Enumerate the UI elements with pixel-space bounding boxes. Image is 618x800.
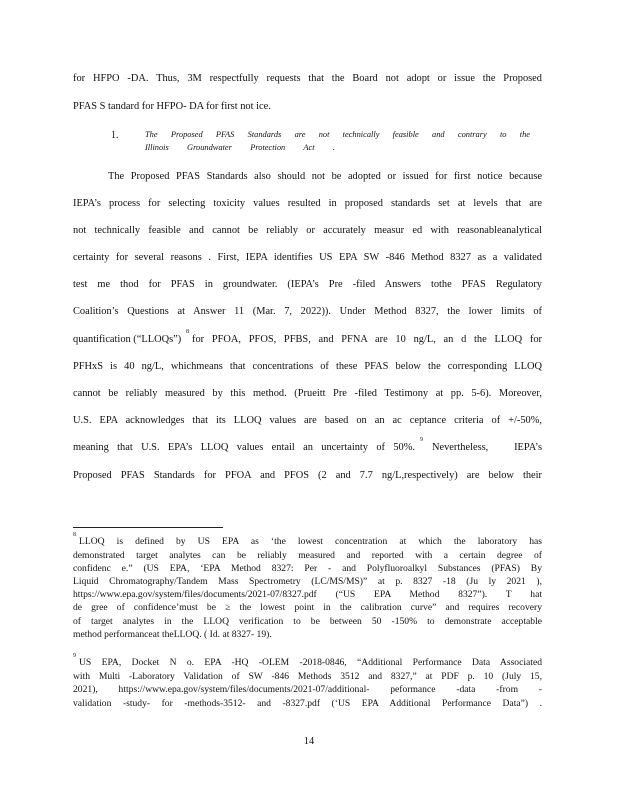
footnote-8-line-3: confidenc e.” (US EPA, ‘EPA Method 8327: Per - and Polyfluoroalkyl Substances (PFAS) By: [73, 563, 542, 574]
paragraph-line-1: The Proposed PFAS Standards also should not be adopted or issued for first notice because: [108, 171, 542, 182]
document-page: for HFPO -DA. Thus, 3M respectfully requests that the Board not adopt or issue the Proposed PFAS S tandard for HFPO- DA for first not ice. 1. The Proposed PFAS Standards are not technically feasible and contrary to the Illinois Groundwater Protection Act . The Proposed PFAS Standards also should not be adopted or issued for first notice because IEPA’s process for selecting toxicity values resulted in proposed standards set at levels that are not technically feasible and cannot be reliably or accurately measur ed with reasonableanalytical certainty for several reasons . First, IEPA identifies US EPA SW -846 Method 8327 as a validated test me thod for PFAS in groundwater. (IEPA’s Pre -filed Answers tothe PFAS Regulatory Coalition’s Questions at Answer 11 (Mar. 7, 2022)). Under Method 8327, the lower limits of quantification (“LLOQs”) 8 for PFOA, PFOS, PFBS, and PFNA are 10 ng/L, an d the LLOQ for PFHxS is 40 ng/L, whichmeans that concentrations of these PFAS below the corresponding LLOQ cannot be reliably measured by this method. (Prueitt Pre -filed Testimony at pp. 5-6). Moreover, U.S. EPA acknowledges that its LLOQ values are based on an ac ceptance criteria of +/-50%, meaning that U.S. EPA’s LLOQ values entail an uncertainty of 50%. 9 Nevertheless, IEPA’s Proposed PFAS Standards for PFOA and PFOS (2 and 7.7 ng/L,respectively) are below their 8 LLOQ is defined by US EPA as ‘the lowest concentration at which the laboratory has demonstrated target analytes can be reliably measured and reported with a certain degree of confidenc e.” (US EPA, ‘EPA Method 8327: Per - and Polyfluoroalkyl Substances (PFAS) By Liquid Chromatography/Tandem Mass Spectrometry (LC/MS/MS)” at p. 8327 -18 (Ju ly 2021 ), https://www.epa.gov/system/files/documents/2021-07/8327.pdf (“US EPA Method 8327”). T hat de gree of confidence’must be ≥ the lowest point in the calibration curve” and requires recovery of target analytes in the LLOQ verification to be between 50 -150% to demonstrate acceptable method performanceat theLLOQ. ( Id. at 8327- 19). 9 US EPA, Docket N o. EPA -HQ -OLEM -2018-0846, “Additional Performance Data Associated with Multi -Laboratory Validation of SW -846 Methods 3512 and 8327,” at PDF p. 10 (July 15, 2021), https://www.epa.gov/system/files/documents/2021-07/additional- peformance -data -from - validation -study- for -methods-3512- and -8327.pdf (‘US EPA Additional Performance Data”) . 14: [0, 0, 618, 800]
footnote-8-line-6: de gree of confidence’must be ≥ the lowest point in the calibration curve” and requires recovery: [73, 602, 542, 613]
footnote-8-line-4: Liquid Chromatography/Tandem Mass Spectrometry (LC/MS/MS)” at p. 8327 -18 (Ju ly 2021 ),: [73, 576, 542, 587]
paragraph-line-9: cannot be reliably measured by this method. (Prueitt Pre -filed Testimony at pp. 5-6). Moreover,: [73, 388, 542, 399]
footnote-9-line-3: 2021), https://www.epa.gov/system/files/documents/2021-07/additional- peformance -data -from -: [73, 684, 542, 695]
footnote-8-line-8: method performanceat theLLOQ. ( Id. at 8327- 19).: [73, 629, 272, 640]
paragraph-line-7-start: quantification (“LLOQs”): [73, 334, 182, 345]
footnote-8-line-5: https://www.epa.gov/system/files/documents/2021-07/8327.pdf (“US EPA Method 8327”). T hat: [73, 589, 542, 600]
paragraph-line-12: Proposed PFAS Standards for PFOA and PFOS (2 and 7.7 ng/L,respectively) are below their: [73, 470, 542, 481]
paragraph-line-3: not technically feasible and cannot be reliably or accurately measur ed with reasonableanalytical: [73, 225, 542, 236]
paragraph-line-5: test me thod for PFAS in groundwater. (IEPA’s Pre -filed Answers tothe PFAS Regulatory: [73, 279, 542, 290]
heading-line-1: The Proposed PFAS Standards are not technically feasible and contrary to the: [145, 130, 530, 139]
paragraph-line-7-end: for PFOA, PFOS, PFBS, and PFNA are 10 ng/L, an d the LLOQ for: [192, 334, 542, 345]
footnote-9-line-4: validation -study- for -methods-3512- and -8327.pdf (‘US EPA Additional Performance Data”) .: [73, 698, 542, 709]
paragraph-line-2: IEPA’s process for selecting toxicity values resulted in proposed standards set at levels that are: [73, 198, 542, 209]
footnote-9-line-1: US EPA, Docket N o. EPA -HQ -OLEM -2018-0846, “Additional Performance Data Associated: [79, 657, 542, 668]
footnote-separator: [73, 527, 223, 528]
footnote-8-line-1: LLOQ is defined by US EPA as ‘the lowest concentration at which the laboratory has: [79, 536, 542, 547]
paragraph-line-11-end: Nevertheless, IEPA’s: [432, 442, 542, 453]
body-line-2: PFAS S tandard for HFPO- DA for first not ice.: [73, 101, 271, 112]
heading-number: 1.: [111, 130, 119, 141]
footnote-8-line-2: demonstrated target analytes can be reliably measured and reported with a certain degree of: [73, 550, 542, 561]
paragraph-line-11-start: meaning that U.S. EPA’s LLOQ values entail an uncertainty of 50%.: [73, 442, 415, 453]
body-line-1: for HFPO -DA. Thus, 3M respectfully requests that the Board not adopt or issue the Proposed: [73, 73, 542, 84]
page-number: 14: [303, 736, 315, 747]
heading-line-2: Illinois Groundwater Protection Act .: [145, 143, 335, 152]
footnote-8-line-7: of target analytes in the LLOQ verification to be between 50 -150% to demonstrate acceptable: [73, 616, 542, 627]
paragraph-line-8: PFHxS is 40 ng/L, whichmeans that concentrations of these PFAS below the corresponding LLOQ: [73, 361, 542, 372]
footnote-9-line-2: with Multi -Laboratory Validation of SW -846 Methods 3512 and 8327,” at PDF p. 10 (July 15,: [73, 671, 542, 682]
paragraph-line-10: U.S. EPA acknowledges that its LLOQ values are based on an ac ceptance criteria of +/-50%,: [73, 415, 542, 426]
paragraph-line-4: certainty for several reasons . First, IEPA identifies US EPA SW -846 Method 8327 as a validated: [73, 252, 542, 263]
paragraph-line-6: Coalition’s Questions at Answer 11 (Mar. 7, 2022)). Under Method 8327, the lower limits of: [73, 306, 542, 317]
